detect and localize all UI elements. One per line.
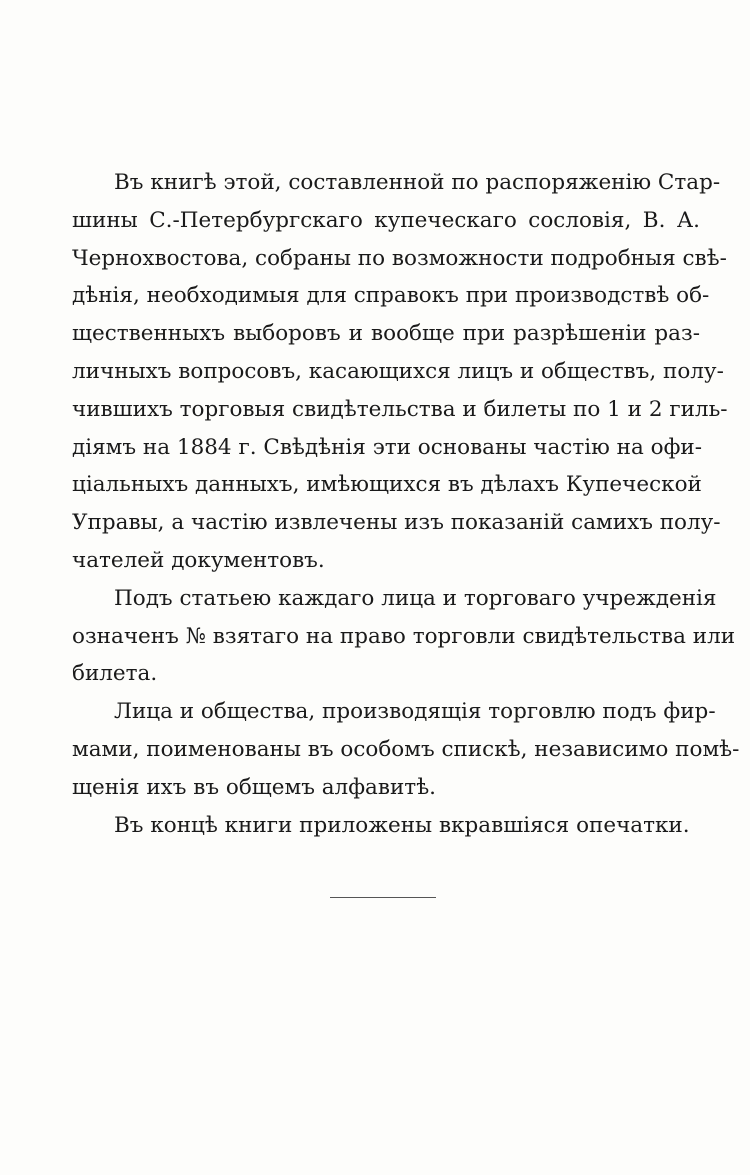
text-line: щественныхъ выборовъ и вообще при разрѣшеніи раз- xyxy=(72,321,700,347)
preface-text xyxy=(72,164,740,844)
text-line: дѣнія, необходимыя для справокъ при производствѣ об- xyxy=(72,283,710,309)
paragraph-3 xyxy=(72,693,740,806)
text-line: личныхъ вопросовъ, касающихся лицъ и обществъ, полу- xyxy=(72,358,724,384)
text-line: чившихъ торговыя свидѣтельства и билеты по 1 и 2 гиль- xyxy=(72,396,728,422)
text-line: Въ концѣ книги приложены вкравшіяся опечатки. xyxy=(114,812,690,838)
text-line: діямъ на 1884 г. Свѣдѣнія эти основаны частію на офи- xyxy=(72,434,703,460)
text-line: Управы, а частію извлечены изъ показаній самихъ полу- xyxy=(72,510,721,536)
text-line: шины С.-Петербургскаго купеческаго сословія, В. А. xyxy=(72,207,700,233)
text-line: щенія ихъ въ общемъ алфавитѣ. xyxy=(72,774,436,800)
paragraph-2 xyxy=(72,580,736,693)
text-line: ціальныхъ данныхъ, имѣющихся въ дѣлахъ Купеческой xyxy=(72,472,702,498)
text-line: Чернохвостова, собраны по возможности подробныя свѣ- xyxy=(72,245,727,271)
text-line: мами, поименованы въ особомъ спискѣ, независимо помѣ- xyxy=(72,736,740,762)
text-line: Въ книгѣ этой, составленной по распоряженію Стар- xyxy=(114,170,721,195)
text-line: билета. xyxy=(72,661,158,687)
text-line: Подъ статьею каждаго лица и торговаго учрежденія xyxy=(114,585,717,611)
paragraph-4 xyxy=(72,807,700,845)
section-divider xyxy=(330,897,436,898)
text-line: означенъ № взятаго на право торговли свидѣтельства или xyxy=(72,623,736,649)
text-line: Лица и общества, производящія торговлю подъ фир- xyxy=(114,699,716,725)
text-line: чателей документовъ. xyxy=(72,547,325,573)
paragraph-1 xyxy=(72,164,728,580)
